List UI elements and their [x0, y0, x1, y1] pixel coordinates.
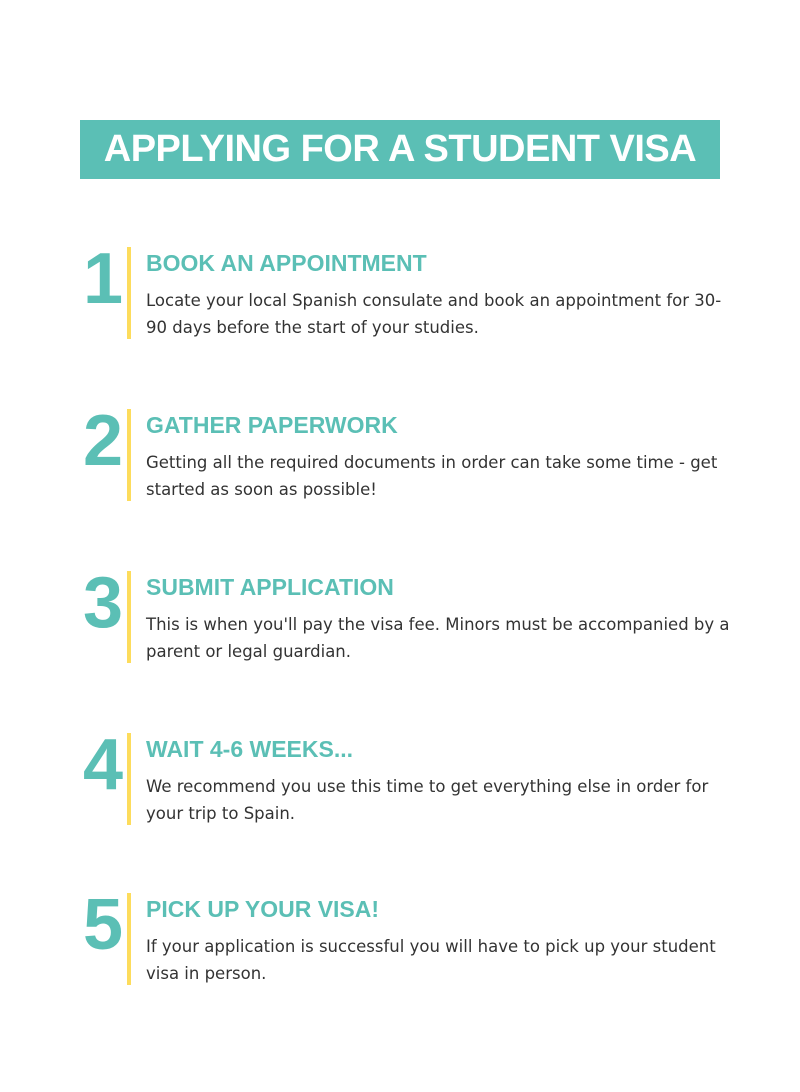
divider-bar	[127, 409, 131, 501]
step-title: GATHER PAPERWORK	[146, 412, 398, 438]
step-number: 3	[82, 563, 124, 643]
divider-bar	[127, 247, 131, 339]
step-number: 5	[82, 885, 124, 965]
divider-bar	[127, 893, 131, 985]
step-number: 4	[82, 725, 124, 805]
step-body: We recommend you use this time to get everything else in order for your trip to Spain.	[146, 777, 709, 823]
step-number: 2	[82, 401, 124, 481]
step-title: SUBMIT APPLICATION	[146, 574, 394, 600]
step-5	[80, 885, 740, 985]
page-title: APPLYING FOR A STUDENT VISA	[80, 120, 720, 179]
step-body: Locate your local Spanish consulate and book an appointment for 30-90 days before the start of your studies.	[146, 291, 722, 337]
step-body: This is when you'll pay the visa fee. Minors must be accompanied by a parent or legal guardian.	[146, 615, 730, 661]
step-4	[80, 725, 740, 825]
step-body: If your application is successful you will have to pick up your student visa in person.	[146, 937, 716, 983]
step-title: WAIT 4-6 WEEKS...	[146, 736, 354, 762]
step-title: BOOK AN APPOINTMENT	[146, 250, 427, 276]
divider-bar	[127, 571, 131, 663]
divider-bar	[127, 733, 131, 825]
step-number: 1	[82, 239, 124, 319]
step-3	[80, 563, 740, 663]
step-body: Getting all the required documents in order can take some time - get started as soon as possible!	[146, 453, 718, 499]
step-1	[80, 239, 740, 339]
step-2	[80, 401, 740, 501]
step-title: PICK UP YOUR VISA!	[146, 896, 380, 922]
